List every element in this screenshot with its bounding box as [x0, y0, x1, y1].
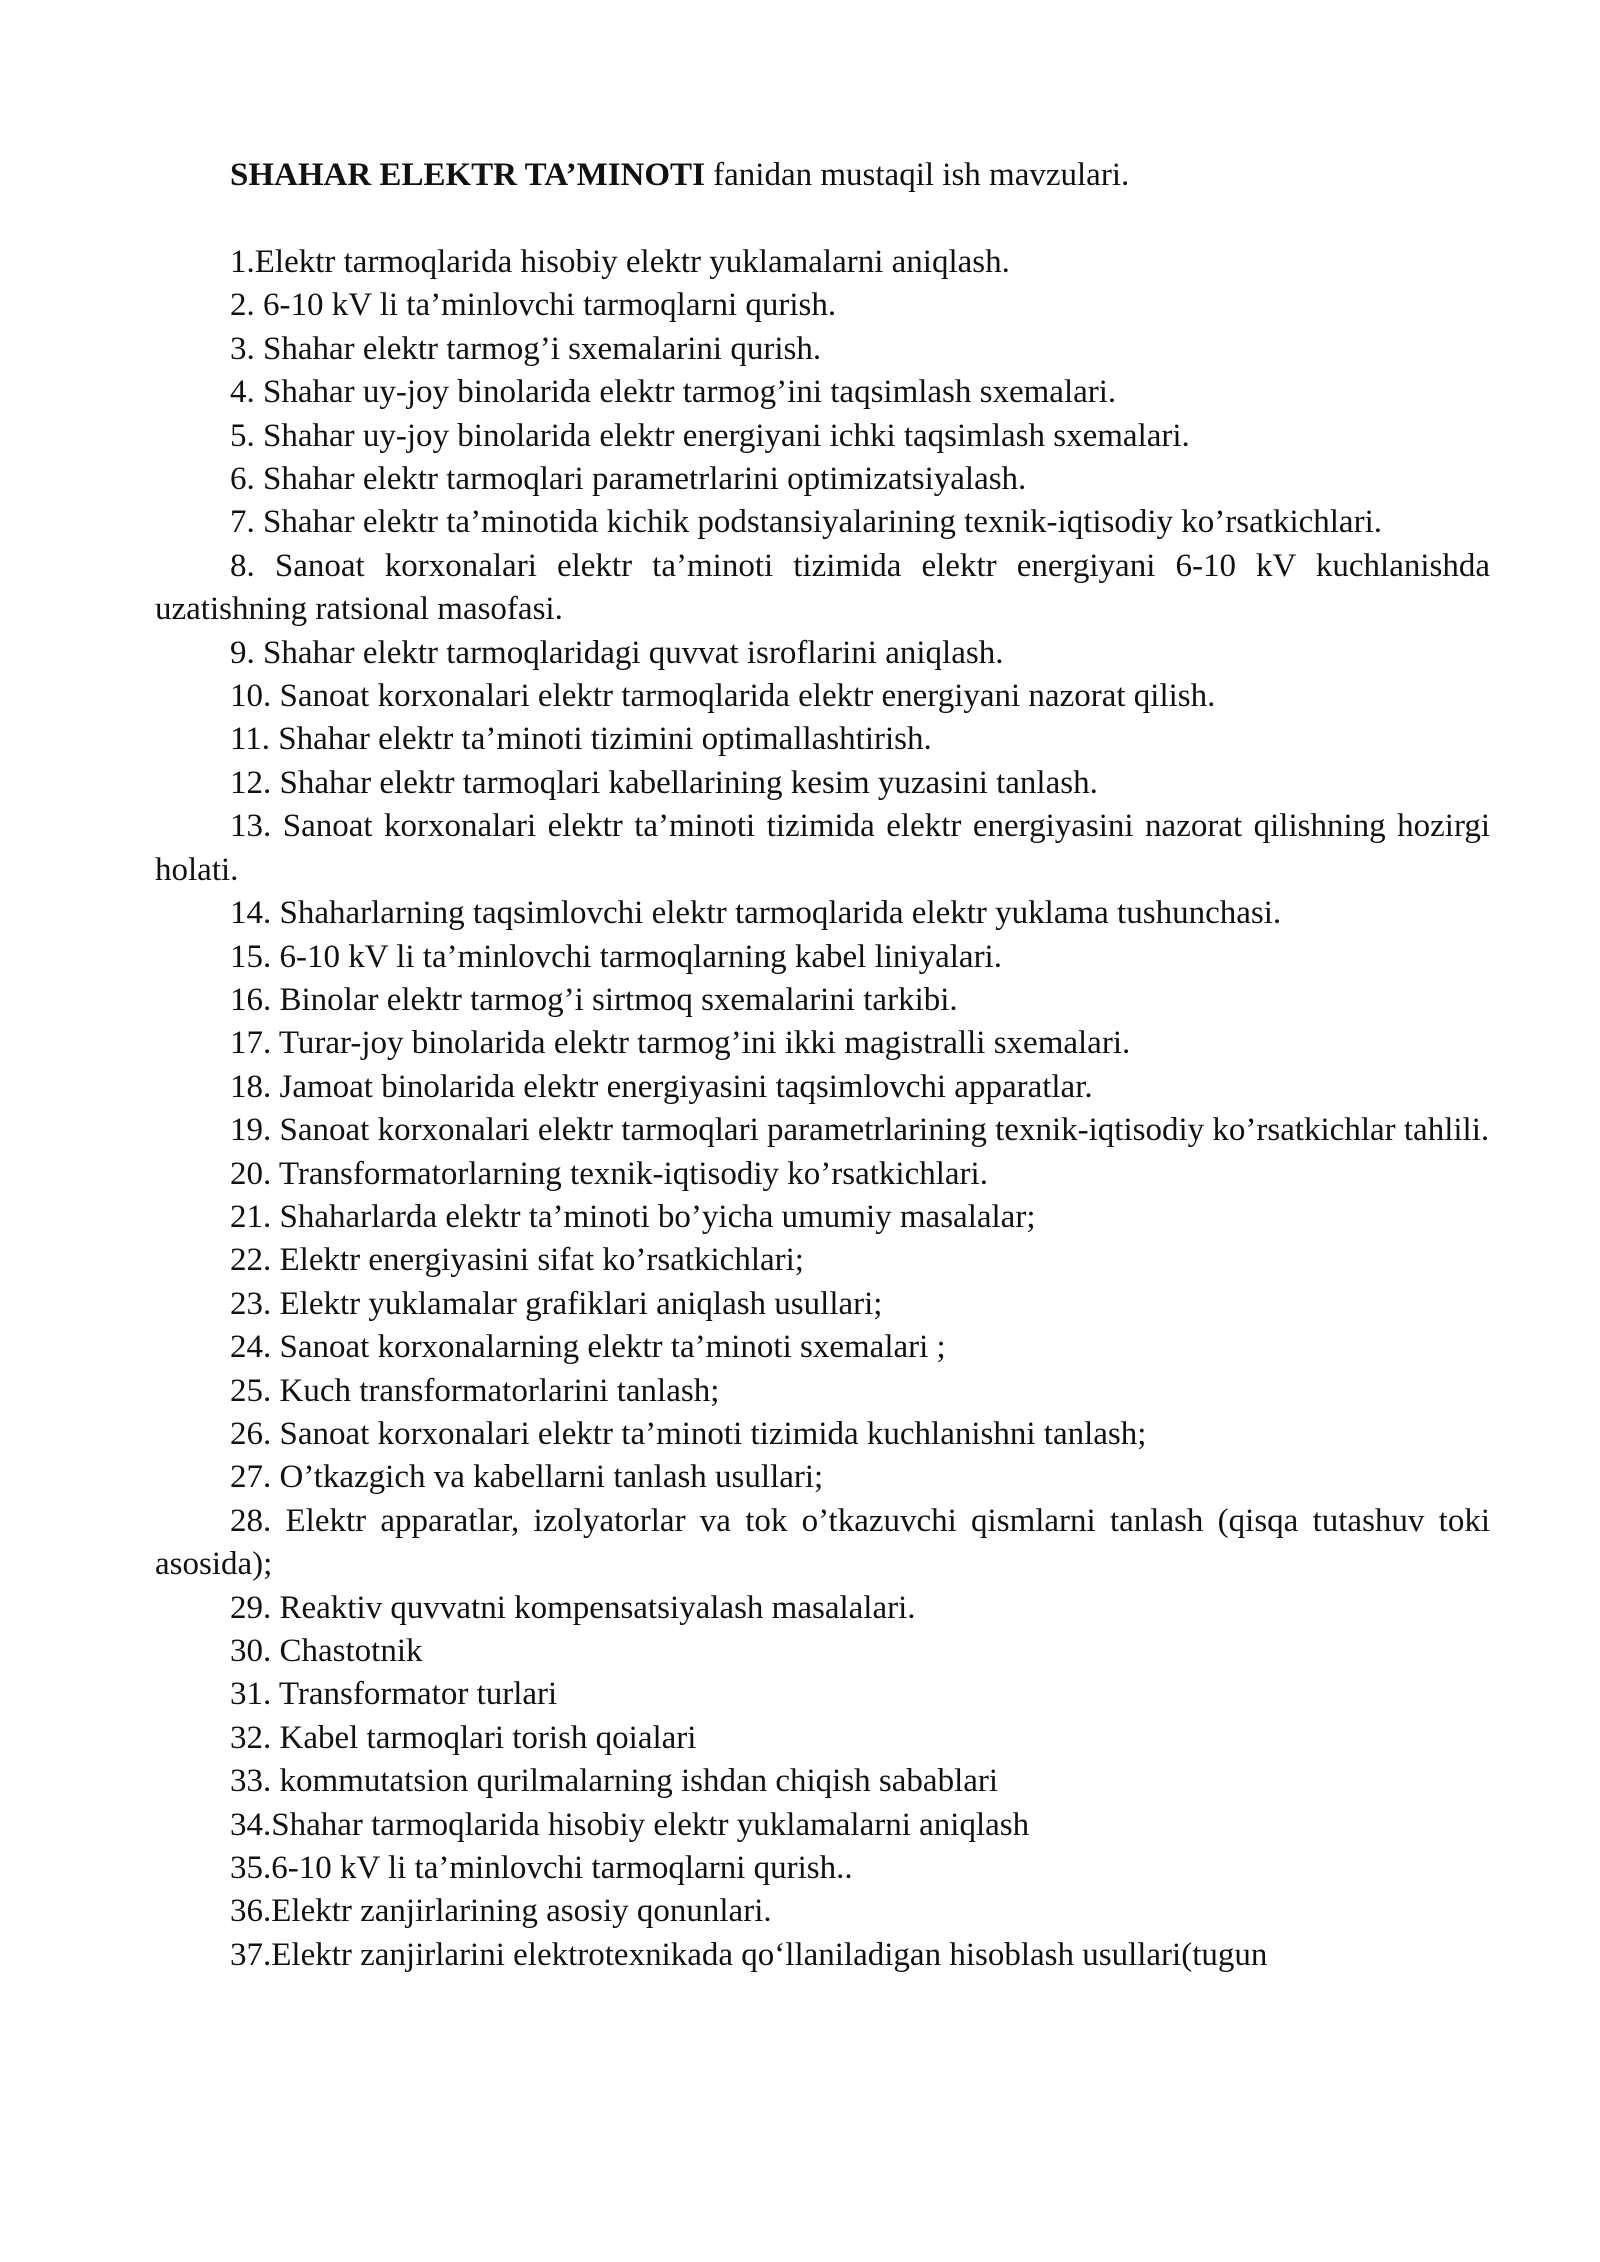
topic-list: [155, 241, 1490, 1977]
list-item: 29. Reaktiv quvvatni kompensatsiyalash masalalari.: [230, 1589, 916, 1626]
list-item: 33. kommutatsion qurilmalarning ishdan chiqish sabablari: [230, 1763, 999, 1800]
list-item: 25. Kuch transformatorlarini tanlash;: [230, 1372, 720, 1409]
list-item: 12. Shahar elektr tarmoqlari kabellarining kesim yuzasini tanlash.: [230, 764, 1098, 801]
list-item: 19. Sanoat korxonalari elektr tarmoqlari parametrlarining texnik-iqtisodiy ko’rsatkichlar tahlili.: [230, 1112, 1490, 1149]
list-item: 37.Elektr zanjirlarini elektrotexnikada qo‘llaniladigan hisoblash usullari(tugun: [230, 1936, 1268, 1973]
list-item: 15. 6-10 kV li ta’minlovchi tarmoqlarning kabel liniyalari.: [230, 938, 1002, 975]
list-item: 11. Shahar elektr ta’minoti tizimini optimallashtirish.: [230, 721, 932, 758]
list-item: 17. Turar-joy binolarida elektr tarmog’ini ikki magistralli sxemalari.: [230, 1025, 1131, 1062]
list-item: 1.Elektr tarmoqlarida hisobiy elektr yuklamalarni aniqlash.: [230, 244, 1010, 280]
list-item: 26. Sanoat korxonalari elektr ta’minoti tizimida kuchlanishni tanlash;: [230, 1415, 1147, 1452]
title-rest: fanidan mustaqil ish mavzulari.: [704, 157, 1130, 193]
list-item: 27. O’tkazgich va kabellarni tanlash usullari;: [230, 1459, 824, 1496]
list-item: 28. Elektr apparatlar, izolyatorlar va tok o’tkazuvchi qismlarni tanlash (qisqa tutashuv toki asosida);: [155, 1502, 1490, 1583]
list-item: 32. Kabel tarmoqlari torish qoialari: [230, 1719, 697, 1756]
list-item: 8. Sanoat korxonalari elektr ta’minoti tizimida elektr energiyani 6-10 kV kuchlanishda uzatishning ratsional masofasi.: [155, 547, 1490, 628]
list-item: 21. Shaharlarda elektr ta’minoti bo’yicha umumiy masalalar;: [230, 1198, 1036, 1235]
list-item: 5. Shahar uy-joy binolarida elektr energiyani ichki taqsimlash sxemalari.: [230, 417, 1190, 454]
list-item: 18. Jamoat binolarida elektr energiyasini taqsimlovchi apparatlar.: [230, 1068, 1093, 1105]
list-item: 30. Chastotnik: [230, 1633, 423, 1669]
list-item: 20. Transformatorlarning texnik-iqtisodiy ko’rsatkichlari.: [230, 1155, 988, 1192]
list-item: 23. Elektr yuklamalar grafiklari aniqlash usullari;: [230, 1285, 883, 1322]
list-item: 4. Shahar uy-joy binolarida elektr tarmog’ini taqsimlash sxemalari.: [230, 374, 1117, 411]
list-item: 13. Sanoat korxonalari elektr ta’minoti tizimida elektr energiyasini nazorat qilishning hozirgi holati.: [155, 808, 1490, 888]
list-item: 10. Sanoat korxonalari elektr tarmoqlarida elektr energiyani nazorat qilish.: [230, 678, 1216, 715]
list-item: 14. Shaharlarning taqsimlovchi elektr tarmoqlarida elektr yuklama tushunchasi.: [230, 895, 1282, 932]
list-item: 3. Shahar elektr tarmog’i sxemalarini qurish.: [230, 330, 822, 367]
list-item: 24. Sanoat korxonalarning elektr ta’minoti sxemalari ;: [230, 1329, 946, 1366]
list-item: 36.Elektr zanjirlarining asosiy qonunlari.: [230, 1893, 772, 1930]
list-item: 16. Binolar elektr tarmog’i sirtmoq sxemalarini tarkibi.: [230, 981, 958, 1018]
list-item: 22. Elektr energiyasini sifat ko’rsatkichlari;: [230, 1242, 804, 1279]
list-item: 35.6-10 kV li ta’minlovchi tarmoqlarni qurish..: [230, 1850, 853, 1887]
list-item: 31. Transformator turlari: [230, 1676, 558, 1713]
list-item: 7. Shahar elektr ta’minotida kichik podstansiyalarining texnik-iqtisodiy ko’rsatkichlari.: [230, 504, 1382, 541]
subject-name: SHAHAR ELEKTR TA’MINOTI: [230, 157, 705, 193]
list-item: 6. Shahar elektr tarmoqlari parametrlarini optimizatsiyalash.: [230, 461, 1027, 498]
page-title: [230, 154, 1490, 197]
list-item: 2. 6-10 kV li ta’minlovchi tarmoqlarni qurish.: [230, 287, 837, 324]
list-item: 9. Shahar elektr tarmoqlaridagi quvvat isroflarini aniqlash.: [230, 634, 1004, 671]
list-item: 34.Shahar tarmoqlarida hisobiy elektr yuklamalarni aniqlash: [230, 1806, 1030, 1843]
